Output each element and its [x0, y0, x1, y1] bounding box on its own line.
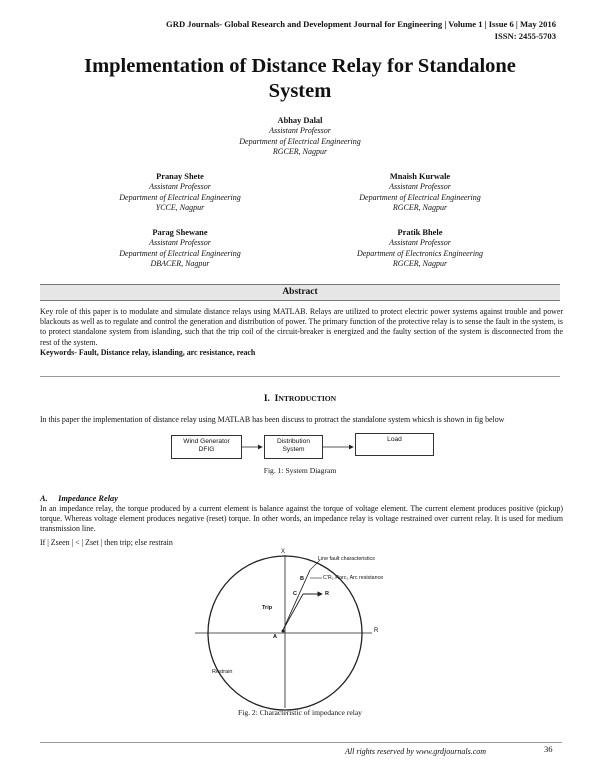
author-role: Assistant Professor — [269, 126, 331, 136]
line-fault-label: Line fault characteristics — [318, 556, 375, 562]
author-dept: Department of Electrical Engineering — [119, 248, 241, 258]
footer-prefix: All rights reserved by — [345, 747, 416, 756]
abstract-body: Key role of this paper is to modulate and simulate distance relays using MATLAB. Relays are utilized to protect electric power systems against trouble and power blackouts as well as to regulate and control the generation and distribution of power. The primary function of the protective relay is to sense the fault in the system, is to protect standalone system from islanding, such that the trip coil of the circuit-breaker is energized and the faulty section of the system is disconnected from the rest of the system. — [40, 307, 563, 347]
author-inst: RGCER, Nagpur — [272, 147, 328, 157]
keywords: Fault, Distance relay, islanding, arc resistance, reach — [78, 347, 256, 357]
author-role: Assistant Professor — [149, 238, 211, 248]
journal-header: GRD Journals- Global Research and Development Journal for Engineering | Volume 1 | Issue 6 | May 2016 — [166, 19, 556, 29]
author-dept: Department of Electrical Engineering — [119, 192, 241, 202]
author-inst: YCCE, Nagpur — [155, 203, 205, 213]
author-name: Pranay Shete — [156, 172, 204, 181]
point-a — [282, 630, 285, 633]
box-label: Distribution — [277, 438, 310, 445]
footer-link[interactable]: www.grdjournals.com — [415, 747, 487, 756]
author-dept: Department of Electronics Engineering — [356, 248, 484, 258]
impedance-line — [283, 594, 303, 630]
trip-region-label: Trip — [262, 605, 273, 611]
axis-r-label: R — [374, 628, 379, 634]
arc-resistance-label: C'R₂ Rarc₂ Arc resistance — [323, 575, 384, 581]
author-dept: Department of Electrical Engineering — [359, 192, 481, 202]
author-name: Mnaish Kurwale — [389, 172, 451, 181]
paper-title-line2: System — [268, 80, 332, 102]
fig2-caption: Fig. 2: Characteristic of impedance relay — [238, 708, 362, 717]
restrain-region-label: Restrain — [212, 669, 233, 675]
box-label: Wind Generator — [183, 438, 230, 445]
issn: ISSN: 2455-5703 — [494, 31, 556, 41]
section-title-rest: NTRODUCTION — [278, 394, 337, 403]
author-dept: Department of Electrical Engineering — [239, 136, 361, 146]
paper-title-line1: Implementation of Distance Relay for Standalone — [84, 55, 516, 77]
author-inst: DBACER, Nagpur — [150, 259, 210, 269]
subsection-title: Impedance Relay — [58, 494, 118, 503]
box-label: Load — [387, 436, 402, 443]
author-name: Parag Shewane — [152, 228, 208, 237]
point-r-label: R — [325, 591, 329, 597]
author-name: Abhay Dalal — [277, 116, 323, 125]
section-title-first: I — [274, 394, 279, 404]
axis-x-label: X — [281, 549, 286, 555]
intro-paragraph: In this paper the implementation of distance relay using MATLAB has been discuss to protract the standalone system whicsh is shown in fig below — [40, 415, 505, 424]
line-fault-characteristic — [283, 570, 310, 630]
trip-condition: If | Zseen | < | Zset | then trip; else restrain — [40, 538, 173, 547]
point-a-label: A — [273, 634, 277, 640]
page-number: 36 — [544, 744, 553, 754]
point-b-label: B — [300, 576, 304, 582]
author-role: Assistant Professor — [389, 238, 451, 248]
box-label: System — [282, 446, 305, 453]
author-inst: RGCER, Nagpur — [392, 259, 448, 269]
author-name: Pratik Bhele — [397, 228, 443, 237]
author-role: Assistant Professor — [149, 182, 211, 192]
point-c-label: C — [293, 591, 297, 597]
section-number: I. — [263, 394, 270, 404]
impedance-paragraph: In an impedance relay, the torque produced by a current element is balance against the torque of voltage element. The current element produces positive (pickup) torque. Whereas voltage element produces negative (reset) torque. In other words, an impedance relay is voltage restrained over current relay. It is used for medium transmission line. — [40, 504, 563, 534]
box-label: DFIG — [198, 446, 215, 453]
abstract-heading: Abstract — [40, 284, 560, 301]
subsection-label: A. — [40, 494, 48, 503]
fig1-caption: Fig. 1: System Diagram — [263, 466, 337, 475]
author-role: Assistant Professor — [389, 182, 451, 192]
footer-text — [345, 747, 486, 757]
author-inst: RGCER, Nagpur — [392, 203, 448, 213]
keywords-label: Keywords- — [40, 347, 77, 357]
footer-rule — [40, 742, 562, 743]
